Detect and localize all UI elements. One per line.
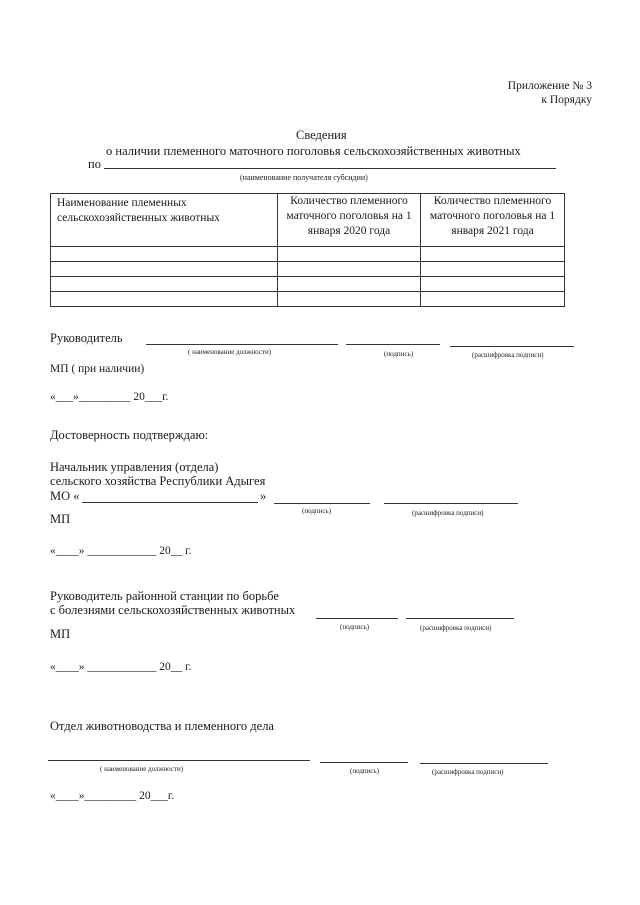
document-title: Сведения [296, 128, 347, 142]
recipient-line [104, 168, 556, 169]
appendix-line-2: к Порядку [541, 94, 592, 106]
table-cell [278, 277, 421, 292]
table-row [51, 262, 565, 277]
dept-position-caption: ( наименование должности) [100, 765, 184, 773]
vet-line-2: с болезнями сельскохозяйственных животных [50, 603, 296, 617]
head-decoding-line [450, 346, 574, 347]
vet-mp: МП [50, 627, 71, 641]
dept-decoding-line [420, 763, 548, 764]
dept-signature-line [320, 762, 408, 763]
table-row [51, 247, 565, 262]
head-label: Руководитель [50, 331, 123, 345]
chief-signature-line [274, 503, 370, 504]
table-cell [278, 247, 421, 262]
chief-decoding-caption: (расшифровка подписи) [412, 509, 484, 517]
table-header-2020: Количество племенного маточного поголовья на 1 января 2020 года [278, 194, 421, 247]
document-subtitle: о наличии племенного маточного поголовья сельскохозяйственных животных [106, 144, 521, 158]
table-cell [421, 277, 565, 292]
chief-date: «____» ____________ 20__ г. [50, 545, 192, 557]
table-cell [51, 292, 278, 307]
confirm-text: Достоверность подтверждаю: [50, 428, 209, 442]
vet-decoding-caption: (расшифровка подписи) [420, 624, 492, 632]
livestock-table [50, 193, 565, 307]
head-signature-caption: (подпись) [384, 350, 414, 358]
table-cell [51, 277, 278, 292]
vet-line-1: Руководитель районной станции по борьбе [50, 589, 279, 603]
head-position-line [146, 344, 338, 345]
head-mp: МП ( при наличии) [50, 363, 145, 375]
chief-signature-caption: (подпись) [302, 507, 332, 515]
dept-decoding-caption: (расшифровка подписи) [432, 768, 504, 776]
table-cell [421, 262, 565, 277]
vet-signature-line [316, 618, 398, 619]
chief-mo-suffix: » [260, 489, 267, 503]
table-cell [278, 262, 421, 277]
head-date: «___»_________ 20___г. [50, 391, 169, 403]
table-row [51, 277, 565, 292]
chief-decoding-line [384, 503, 518, 504]
table-cell [51, 247, 278, 262]
vet-signature-caption: (подпись) [340, 623, 370, 631]
table-header-2021: Количество племенного маточного поголовья на 1 января 2021 года [421, 194, 565, 247]
dept-date: «____»_________ 20___г. [50, 790, 175, 802]
dept-signature-caption: (подпись) [350, 767, 380, 775]
head-position-caption: ( наименование должности) [188, 348, 272, 356]
head-signature-line [346, 344, 440, 345]
chief-mp: МП [50, 512, 71, 526]
table-cell [421, 247, 565, 262]
dept-title: Отдел животноводства и племенного дела [50, 719, 274, 733]
chief-mo-prefix: МО « [50, 489, 80, 503]
appendix-line-1: Приложение № 3 [507, 80, 592, 92]
head-decoding-caption: (расшифровка подписи) [472, 351, 544, 359]
chief-mo-line [82, 502, 258, 503]
po-label: по [88, 157, 101, 171]
table-cell [51, 262, 278, 277]
table-cell [421, 292, 565, 307]
chief-line-1: Начальник управления (отдела) [50, 460, 219, 474]
dept-position-line [48, 760, 310, 761]
vet-decoding-line [406, 618, 514, 619]
table-header-animals: Наименование племенных сельскохозяйственных животных [51, 194, 278, 247]
table-header-row [51, 194, 565, 247]
recipient-caption: (наименование получателя субсидии) [240, 173, 368, 182]
vet-date: «____» ____________ 20__ г. [50, 661, 192, 673]
table-cell [278, 292, 421, 307]
table-row [51, 292, 565, 307]
chief-line-2: сельского хозяйства Республики Адыгея [50, 474, 266, 488]
